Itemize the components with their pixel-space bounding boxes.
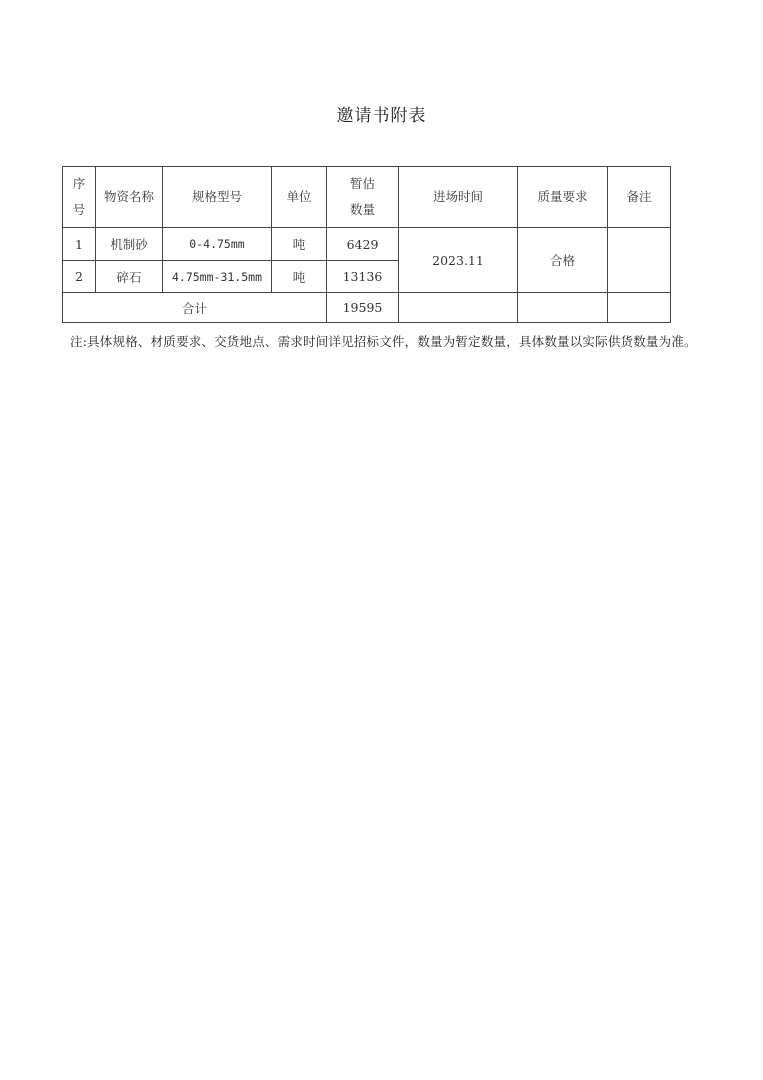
cell-remarks	[608, 228, 671, 293]
header-spec: 规格型号	[163, 167, 272, 228]
header-seq: 序 号	[63, 167, 96, 228]
cell-seq: 2	[63, 261, 96, 293]
cell-unit: 吨	[272, 228, 327, 261]
document-title: 邀请书附表	[336, 106, 427, 126]
header-arrival-time: 进场时间	[399, 167, 518, 228]
header-unit: 单位	[272, 167, 327, 228]
cell-spec: 4.75mm-31.5mm	[163, 261, 272, 293]
cell-quality: 合格	[518, 228, 608, 293]
cell-spec: 0-4.75mm	[163, 228, 272, 261]
cell-qty: 6429	[327, 228, 399, 261]
header-remarks: 备注	[608, 167, 671, 228]
total-quality	[518, 293, 608, 323]
cell-seq: 1	[63, 228, 96, 261]
cell-arrival-time: 2023.11	[399, 228, 518, 293]
header-quality: 质量要求	[518, 167, 608, 228]
materials-table	[62, 166, 671, 323]
cell-unit: 吨	[272, 261, 327, 293]
cell-qty: 13136	[327, 261, 399, 293]
header-material-name: 物资名称	[96, 167, 163, 228]
footnote: 注:具体规格、材质要求、交货地点、需求时间详见招标文件，数量为暂定数量，具体数量以实际供货数量为准。	[70, 334, 697, 349]
table-header-row	[63, 167, 671, 228]
total-qty: 19595	[327, 293, 399, 323]
total-arrival-time	[399, 293, 518, 323]
cell-material-name: 碎石	[96, 261, 163, 293]
table-row	[63, 228, 671, 261]
total-label: 合计	[63, 293, 327, 323]
table-total-row	[63, 293, 671, 323]
header-qty: 暂估 数量	[327, 167, 399, 228]
total-remarks	[608, 293, 671, 323]
cell-material-name: 机制砂	[96, 228, 163, 261]
